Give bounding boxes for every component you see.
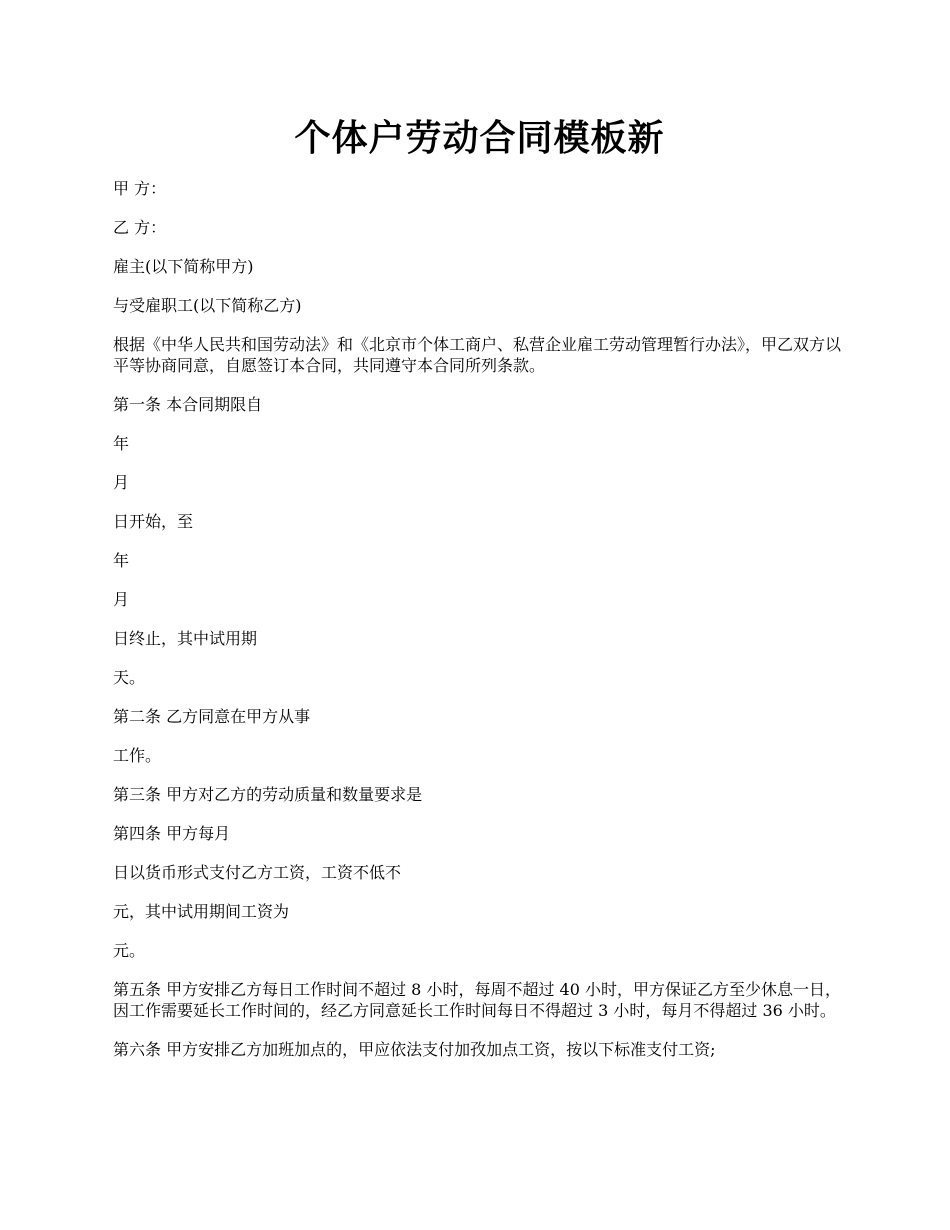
paragraph-article-5: 第五条 甲方安排乙方每日工作时间不超过 8 小时，每周不超过 40 小时，甲方保证乙方至少休息一日，因工作需要延长工作时间的，经乙方同意延长工作时间每日不得超过 3 小时，每月不得超过 36 小时。 [113,980,841,1020]
paragraph-party-b: 乙 方： [113,218,167,237]
paragraph-yuan: 元。 [113,941,146,960]
paragraph-start-day: 日开始，至 [113,512,194,531]
document-body [113,178,846,1060]
paragraph-employer: 雇主(以下简称甲方) [113,257,254,276]
paragraph-preamble: 根据《中华人民共和国劳动法》和《北京市个体工商户、私营企业雇工劳动管理暂行办法》，甲乙双方以平等协商同意，自愿签订本合同，共同遵守本合同所列条款。 [113,335,842,375]
paragraph-article-1: 第一条 本合同期限自 [113,395,263,414]
paragraph-work: 工作。 [113,746,162,765]
paragraph-end-day: 日终止，其中试用期 [113,629,258,648]
paragraph-article-3: 第三条 甲方对乙方的劳动质量和数量要求是 [113,785,423,804]
paragraph-month-2: 月 [113,590,130,609]
paragraph-article-2: 第二条 乙方同意在甲方从事 [113,707,311,726]
paragraph-trial-days: 天。 [113,668,146,687]
paragraph-trial-wage: 元，其中试用期间工资为 [113,902,290,921]
paragraph-wage-payment: 日以货币形式支付乙方工资，工资不低不 [113,863,402,882]
paragraph-month-1: 月 [113,473,130,492]
paragraph-year-1: 年 [113,434,130,453]
paragraph-employee: 与受雇职工(以下简称乙方) [113,296,302,315]
paragraph-party-a: 甲 方： [113,179,167,198]
paragraph-year-2: 年 [113,551,130,570]
document-title: 个体户劳动合同模板新 [294,117,665,159]
paragraph-article-4: 第四条 甲方每月 [113,824,231,843]
paragraph-article-6: 第六条 甲方安排乙方加班加点的，甲应依法支付加孜加点工资，按以下标准支付工资; [113,1040,716,1059]
